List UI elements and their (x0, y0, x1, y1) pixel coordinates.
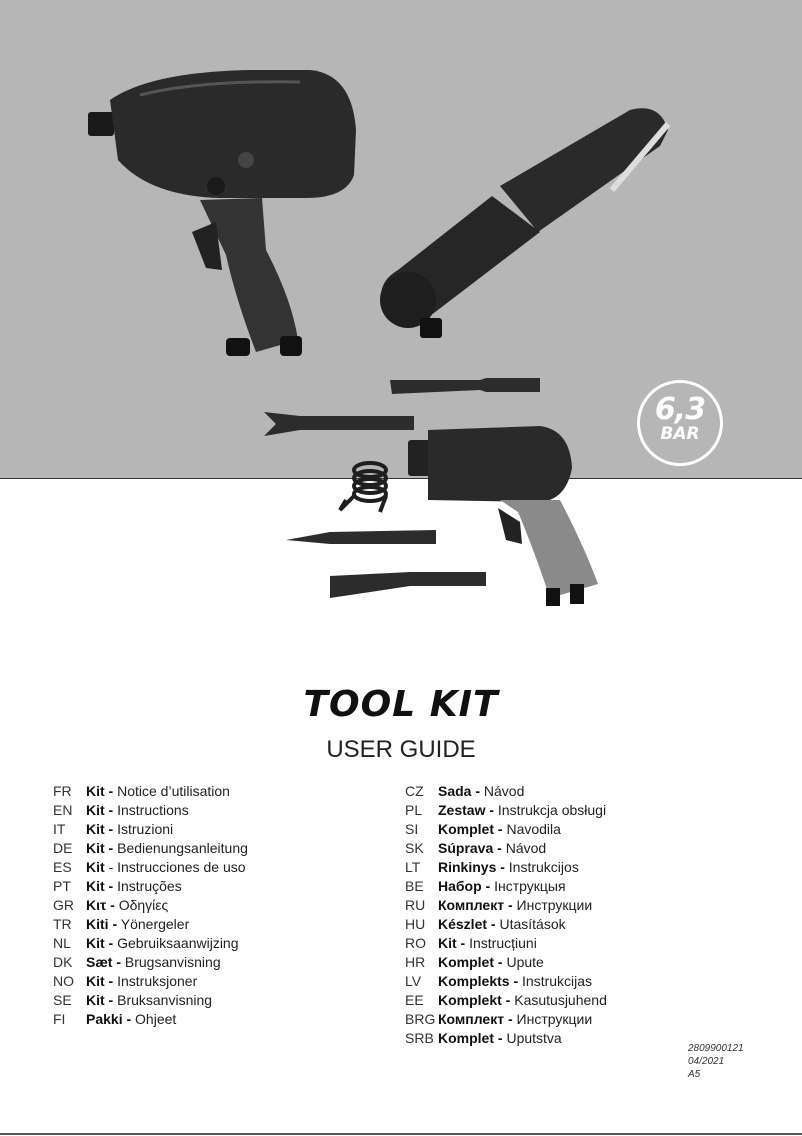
language-title: Návod (501, 840, 547, 856)
kit-word: Kiti - (86, 916, 118, 932)
language-code: RO (405, 935, 426, 951)
language-title: Instruksjoner (113, 973, 198, 989)
kit-word: Kit - (86, 878, 114, 894)
kit-word: Komplet - (438, 954, 503, 970)
language-list-right (405, 782, 607, 1048)
language-title: Instrucțiuni (465, 935, 537, 951)
kit-word: Kit - (86, 935, 114, 951)
language-item (405, 972, 607, 991)
language-code: DK (53, 954, 73, 970)
document-format: A5 (688, 1069, 701, 1080)
kit-word: Kit - (86, 821, 114, 837)
language-code: NO (53, 973, 74, 989)
language-code: FI (53, 1011, 66, 1027)
language-title: Návod (480, 783, 525, 799)
language-code: GR (53, 897, 74, 913)
language-item (53, 877, 248, 896)
language-code: SK (405, 840, 424, 856)
language-item (53, 782, 248, 801)
language-title: Navodila (502, 821, 561, 837)
kit-word: Sæt - (86, 954, 121, 970)
ratchet-wrench-image (380, 108, 668, 338)
kit-word: Комплект - (438, 897, 513, 913)
kit-word: Komplet - (438, 1030, 503, 1046)
language-item (53, 801, 248, 820)
pressure-rating-badge (637, 380, 723, 466)
language-title: Notice d’utilisation (113, 783, 230, 799)
language-code: SRB (405, 1030, 434, 1046)
language-item (53, 1010, 248, 1029)
language-item (405, 801, 607, 820)
document-meta (688, 1042, 744, 1081)
language-item (405, 782, 607, 801)
language-item (53, 953, 248, 972)
document-subtitle: USER GUIDE (326, 736, 476, 763)
language-item (53, 915, 248, 934)
language-title: Brugsanvisning (121, 954, 221, 970)
language-code: SI (405, 821, 419, 837)
language-item (405, 858, 607, 877)
language-item (53, 934, 248, 953)
language-title: Upute (502, 954, 544, 970)
kit-word: Kit - (86, 992, 114, 1008)
language-code: NL (53, 935, 71, 951)
language-title: Uputstva (502, 1030, 562, 1046)
language-item (405, 1010, 607, 1029)
language-code: EN (53, 802, 73, 818)
language-title: Инструкции (512, 897, 593, 913)
language-item (53, 896, 248, 915)
language-item (405, 896, 607, 915)
kit-word: Kit - (86, 783, 114, 799)
language-title: Istruzioni (113, 821, 174, 837)
language-title: Instrukcja obsługi (494, 802, 607, 818)
kit-word: Pakki - (86, 1011, 132, 1027)
language-code: PT (53, 878, 71, 894)
language-item (53, 972, 248, 991)
language-title: Инструкции (512, 1011, 593, 1027)
language-code: LV (405, 973, 422, 989)
language-title: Οδηγίες (114, 897, 169, 913)
language-title: Yönergeler (117, 916, 190, 932)
language-code: TR (53, 916, 72, 932)
language-code: SE (53, 992, 72, 1008)
language-item (405, 953, 607, 972)
kit-word: Kit - (86, 973, 114, 989)
language-item (405, 877, 607, 896)
document-reference: 2809900121 (688, 1043, 744, 1054)
language-title: Ohjeet (131, 1011, 177, 1027)
language-item (53, 991, 248, 1010)
kit-word: Κιτ - (86, 897, 115, 913)
kit-word: Комплект - (438, 1011, 513, 1027)
language-item (53, 858, 248, 877)
language-item (405, 839, 607, 858)
language-code: BRG (405, 1011, 436, 1027)
language-code: DE (53, 840, 73, 856)
kit-word: Komplekt - (438, 992, 511, 1008)
language-code: ES (53, 859, 72, 875)
language-title: Bedienungsanleitung (113, 840, 248, 856)
kit-word: Rinkinys - (438, 859, 505, 875)
pressure-value: 6,3 (654, 392, 706, 427)
language-code: LT (405, 859, 421, 875)
kit-word: Sada - (438, 783, 481, 799)
pressure-unit: BAR (660, 424, 700, 444)
language-title: - Instrucciones de uso (108, 859, 246, 875)
language-item (405, 934, 607, 953)
language-item (405, 915, 607, 934)
impact-wrench-image (88, 70, 356, 356)
language-code: BE (405, 878, 424, 894)
language-title: Bruksanvisning (113, 992, 213, 1008)
kit-word: Kit - (438, 935, 466, 951)
language-code: PL (405, 802, 423, 818)
language-title: Utasítások (495, 916, 566, 932)
language-code: HU (405, 916, 426, 932)
language-item (405, 1029, 607, 1048)
language-item (53, 820, 248, 839)
spring-retainer-image (340, 463, 386, 512)
kit-word: Súprava - (438, 840, 502, 856)
kit-word: Készlet - (438, 916, 496, 932)
language-title: Instrukcijas (518, 973, 593, 989)
language-title: Інструкцыя (490, 878, 566, 894)
language-code: HR (405, 954, 426, 970)
language-code: CZ (405, 783, 424, 799)
kit-word: Komplet - (438, 821, 503, 837)
language-title: Gebruiksaanwijzing (113, 935, 239, 951)
bottom-divider (0, 1133, 802, 1135)
language-code: FR (53, 783, 72, 799)
language-item (405, 991, 607, 1010)
language-code: RU (405, 897, 426, 913)
kit-word: Kit (86, 859, 109, 875)
kit-word: Набор - (438, 878, 491, 894)
kit-word: Kit - (86, 840, 114, 856)
language-title: Instruções (113, 878, 182, 894)
language-item (53, 839, 248, 858)
language-title: Instrukcijos (504, 859, 579, 875)
kit-word: Kit - (86, 802, 114, 818)
kit-word: Zestaw - (438, 802, 495, 818)
kit-word: Komplekts - (438, 973, 519, 989)
language-code: EE (405, 992, 424, 1008)
language-item (405, 820, 607, 839)
document-title: TOOL KIT (303, 684, 499, 725)
language-title: Instructions (113, 802, 189, 818)
language-code: IT (53, 821, 66, 837)
language-title: Kasutusjuhend (510, 992, 607, 1008)
language-list-left (53, 782, 248, 1029)
document-date: 04/2021 (688, 1056, 725, 1067)
